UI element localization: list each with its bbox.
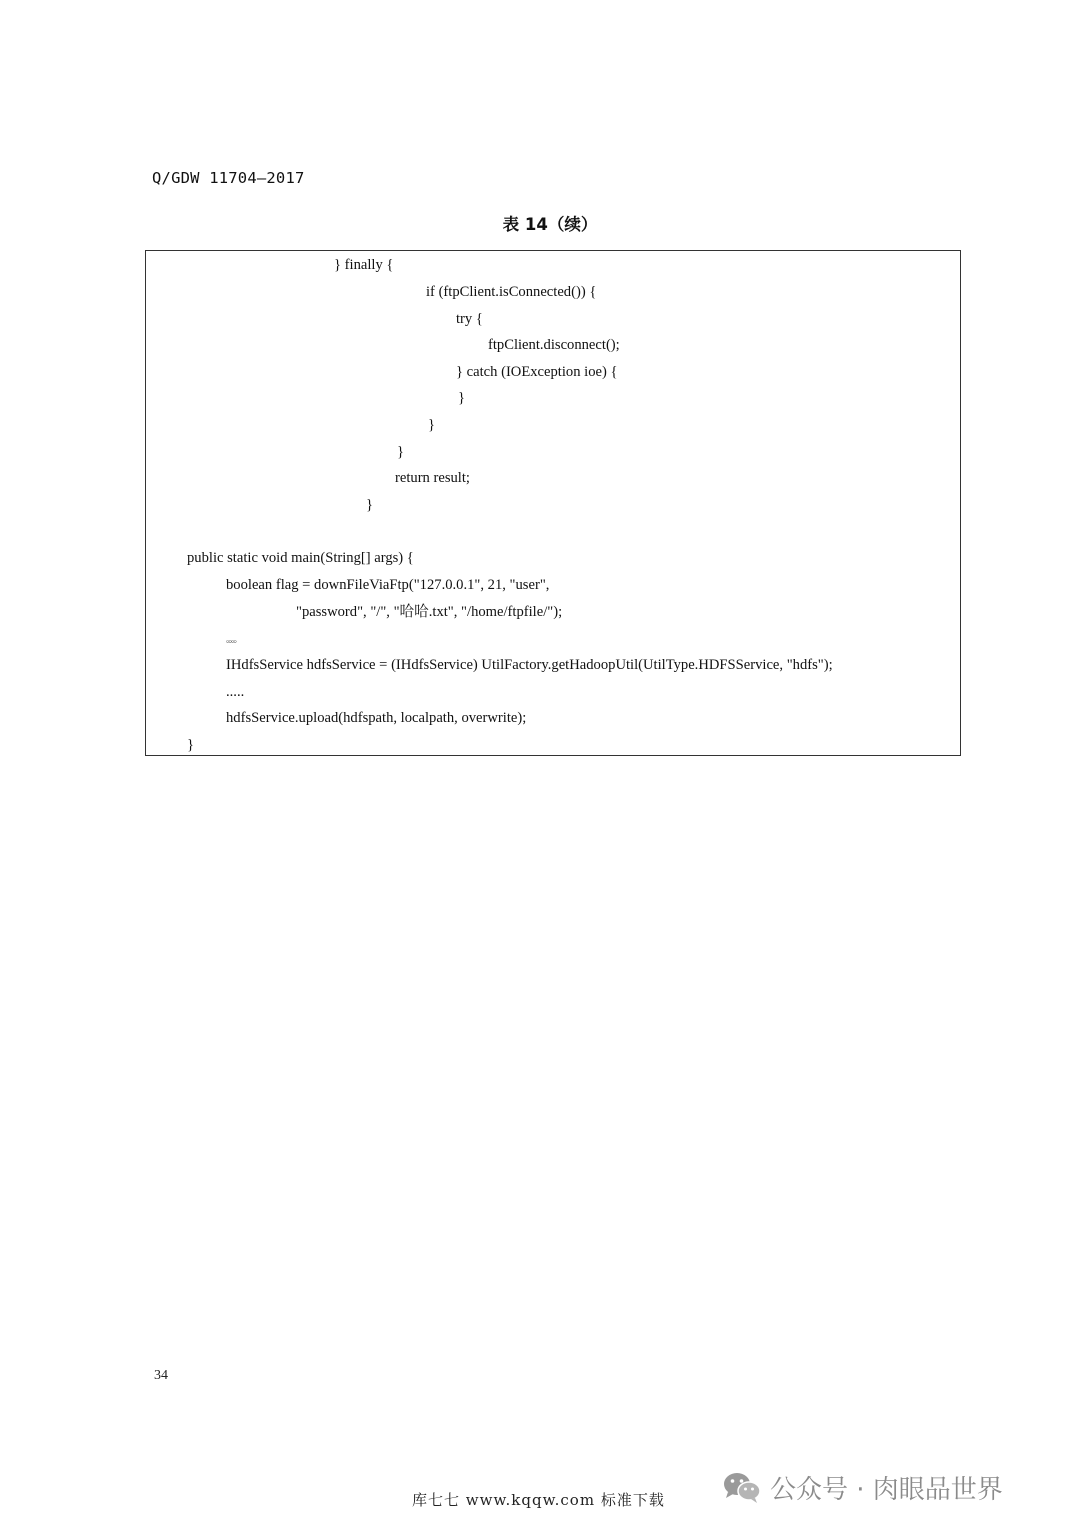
code-line: try { bbox=[456, 311, 483, 327]
code-line: } catch (IOException ioe) { bbox=[456, 364, 618, 380]
code-line: if (ftpClient.isConnected()) { bbox=[426, 284, 597, 300]
watermark-text: 公众号 · 肉眼品世界 bbox=[770, 1474, 1003, 1505]
code-table bbox=[145, 250, 961, 756]
table-caption: 表 14（续） bbox=[502, 215, 598, 234]
standard-code: Q/GDW 11704—2017 bbox=[152, 169, 305, 187]
page-number: 34 bbox=[154, 1368, 168, 1383]
code-line: IHdfsService hdfsService = (IHdfsService) UtilFactory.getHadoopUtil(UtilType.HDFSService, "hdfs"); bbox=[226, 657, 833, 673]
code-line: } bbox=[397, 444, 405, 460]
code-line: } bbox=[428, 417, 436, 433]
code-line: ftpClient.disconnect(); bbox=[488, 337, 620, 353]
code-line: "password", "/", "哈哈.txt", "/home/ftpfile/"); bbox=[296, 604, 563, 620]
wechat-icon bbox=[722, 1470, 762, 1504]
code-line: } bbox=[366, 497, 374, 513]
watermark bbox=[722, 1467, 1003, 1507]
code-line: } bbox=[187, 737, 195, 753]
footer-source-text: 库七七 www.kqqw.com 标准下载 bbox=[412, 1491, 665, 1509]
code-line: } finally { bbox=[334, 257, 394, 273]
code-line: return result; bbox=[395, 470, 470, 486]
code-line: ..... bbox=[226, 684, 245, 700]
code-line: 。。。。 bbox=[226, 634, 241, 644]
code-line: } bbox=[458, 390, 466, 406]
code-line: hdfsService.upload(hdfspath, localpath, overwrite); bbox=[226, 710, 527, 726]
code-line: public static void main(String[] args) { bbox=[187, 550, 414, 566]
code-line: boolean flag = downFileViaFtp("127.0.0.1", 21, "user", bbox=[226, 577, 550, 593]
